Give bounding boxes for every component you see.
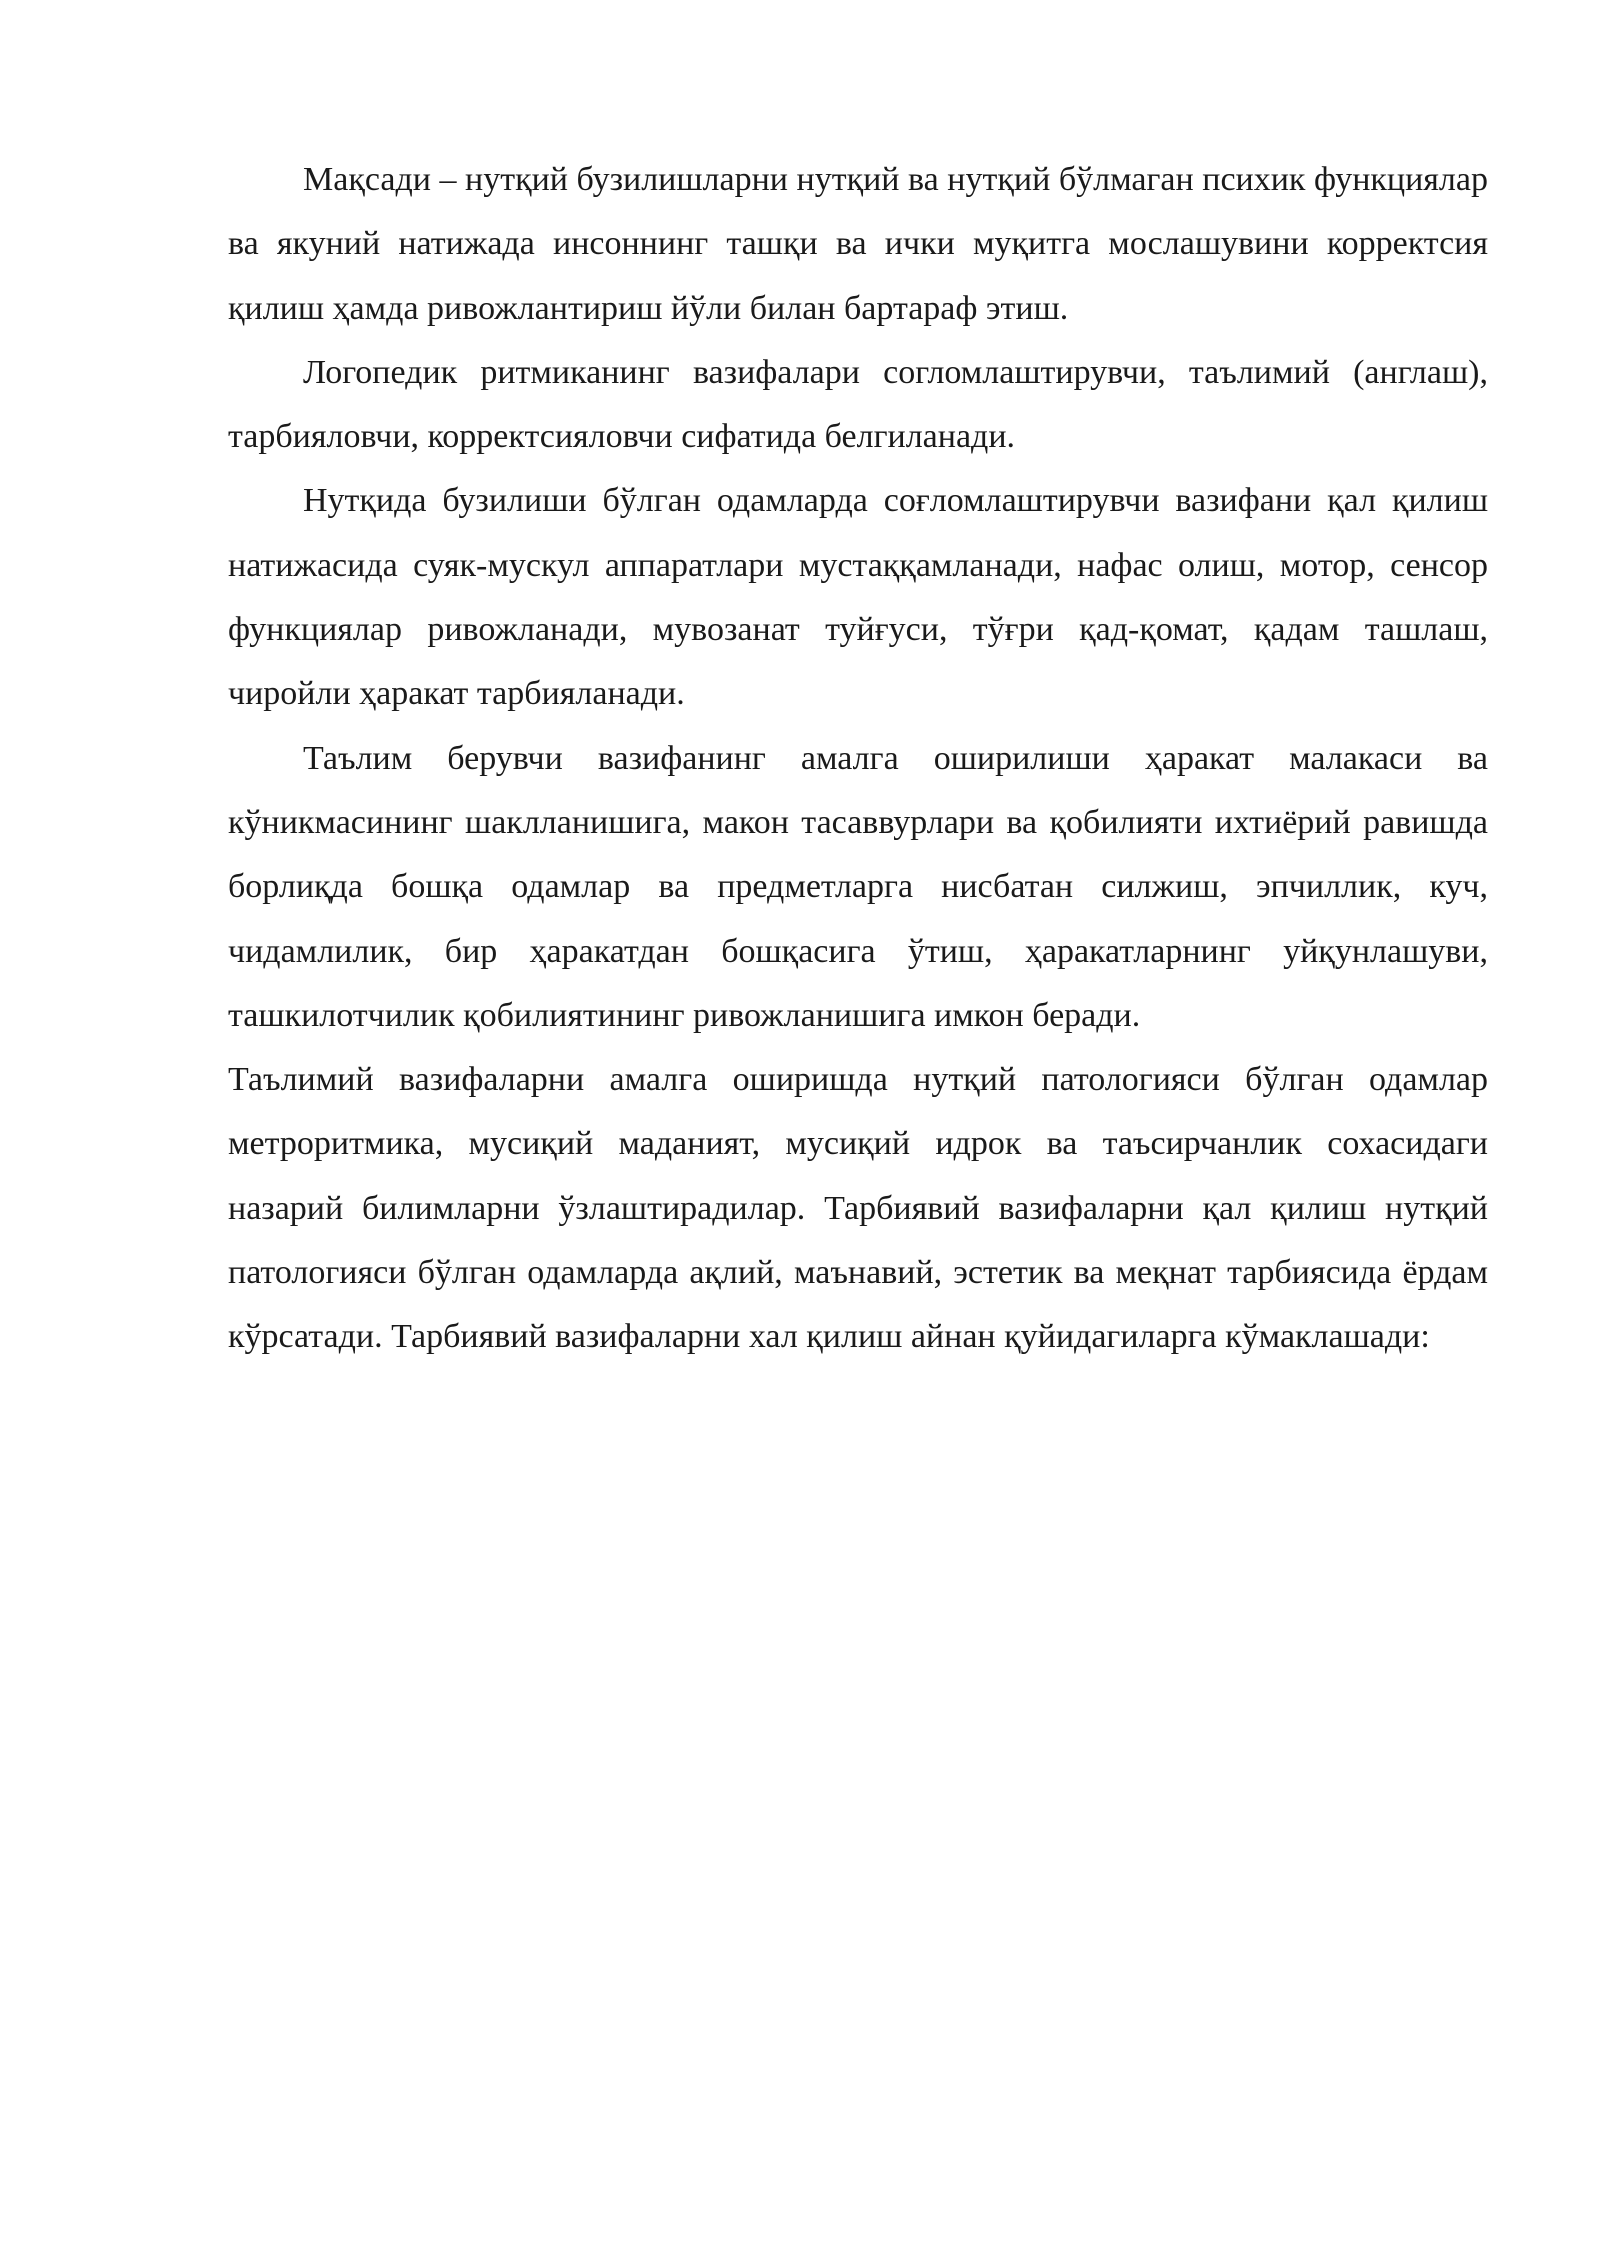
paragraph-educational-task: Таълим берувчи вазифанинг амалга оширилиши ҳаракат малакаси ва кўникмасининг шаклланишига, макон тасаввурлари ва қобилияти ихтиёрий равишда борлиқда бошқа одамлар ва предметларга нисбатан силжиш, эпчиллик, куч, чидамлилик, бир ҳаракатдан бошқасига ўтиш, ҳаракатларнинг уйқунлашуви, ташкилотчилик қобилиятининг ривожланишига имкон беради. (228, 739, 1488, 1034)
paragraph-educational-results: Таълимий вазифаларни амалга оширишда нутқий патологияси бўлган одамлар метроритмика, мусиқий маданият, мусиқий идрок ва таъсирчанлик сохасидаги назарий билимларни ўзлаштирадилар. Тарбиявий вазифаларни қал қилиш нутқий патологияси бўлган одамларда ақлий, маънавий, эстетик ва меқнат тарбиясида ёрдам кўрсатади. Тарбиявий вазифаларни хал қилиш айнан қуйидагиларга кўмаклашади: (228, 1061, 1488, 1356)
document-body (228, 148, 1488, 1370)
paragraph-health-task: Нутқида бузилиши бўлган одамларда соғломлаштирувчи вазифани қал қилиш натижасида суяк-мускул аппаратлари мустаққамланади, нафас олиш, мотор, сенсор функциялар ривожланади, мувозанат туйғуси, тўғри қад-қомат, қадам ташлаш, чиройли ҳаракат тарбияланади. (228, 482, 1488, 713)
paragraph-tasks: Логопедик ритмиканинг вазифалари согломлаштирувчи, таълимий (англаш), тарбияловчи, корректсияловчи сифатида белгиланади. (228, 353, 1488, 456)
paragraph-goal: Мақсади – нутқий бузилишларни нутқий ва нутқий бўлмаган психик функциялар ва якуний натижада инсоннинг ташқи ва ички муқитга мослашувини корректсия қилиш ҳамда ривожлантириш йўли билан бартараф этиш. (228, 161, 1488, 327)
